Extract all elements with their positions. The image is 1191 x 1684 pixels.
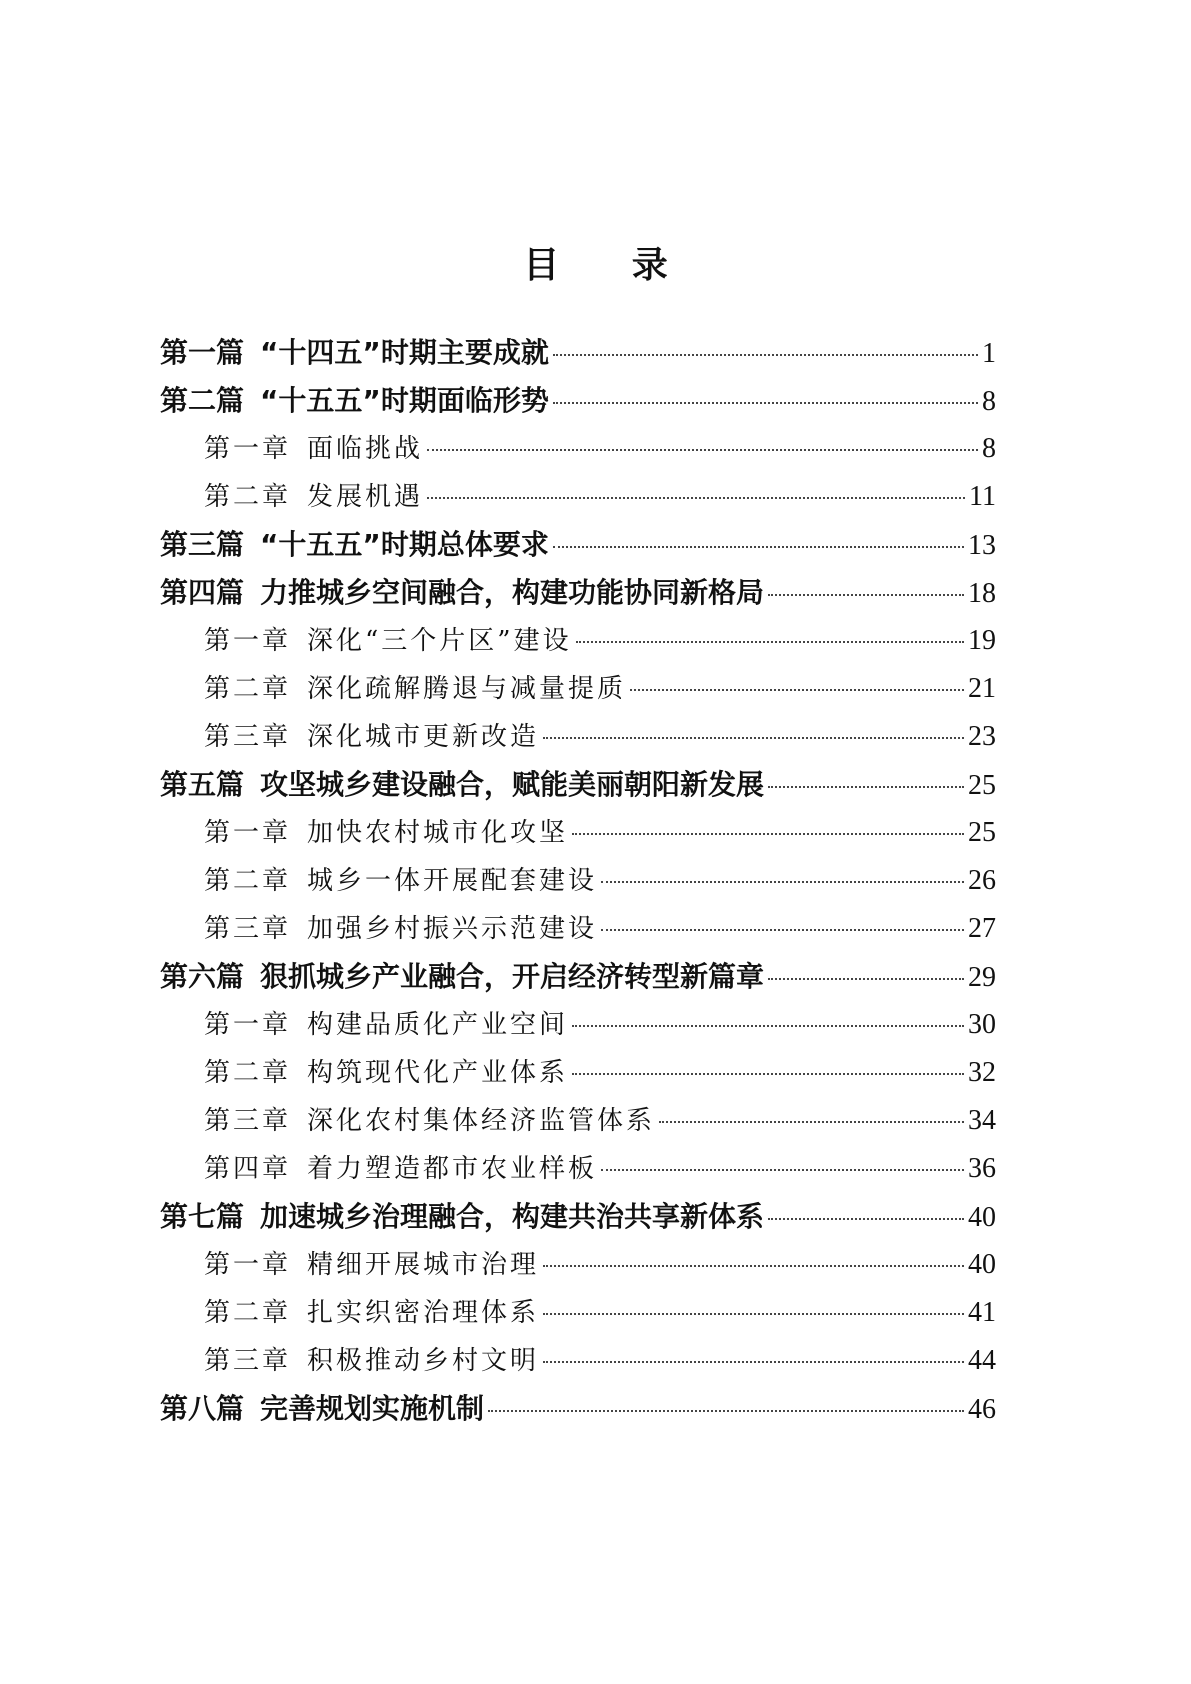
toc-entry-label: [204, 905, 597, 953]
toc-entry-label: [160, 377, 549, 425]
chapter-number: 第三章: [204, 722, 292, 752]
dot-leader: [553, 402, 978, 404]
chapter-title: 城乡一体开展配套建设: [307, 866, 598, 896]
chapter-title: 积极推动乡村文明: [307, 1346, 540, 1376]
dot-leader: [768, 978, 964, 980]
chapter-title: 加快农村城市化攻坚: [307, 818, 569, 848]
chapter-number: 第三章: [204, 914, 292, 944]
page-number: 40: [968, 1249, 996, 1280]
page-number: 18: [968, 578, 996, 609]
toc-entry-label: [204, 1049, 568, 1097]
chapter-number: 第一章: [204, 626, 292, 656]
chapter-title: 精细开展城市治理: [307, 1250, 540, 1280]
page-number: 34: [968, 1105, 996, 1136]
part-number: 第八篇: [160, 1392, 245, 1425]
page-title: 目 录: [523, 245, 698, 287]
toc-chapter-entry[interactable]: [160, 617, 996, 665]
toc-part-entry[interactable]: [160, 953, 996, 1001]
dot-leader: [543, 737, 964, 739]
dot-leader: [572, 1073, 964, 1075]
dot-leader: [601, 1169, 964, 1171]
toc-chapter-entry[interactable]: [160, 665, 996, 713]
page-number: 36: [968, 1153, 996, 1184]
chapter-title: 构筑现代化产业体系: [307, 1058, 569, 1088]
toc-entry-label: [204, 809, 568, 857]
chapter-number: 第二章: [204, 1298, 292, 1328]
part-number: 第三篇: [160, 528, 245, 561]
page-number: 23: [968, 721, 996, 752]
toc-entry-label: [204, 1001, 568, 1049]
toc-entry-label: [160, 761, 764, 809]
toc-chapter-entry[interactable]: [160, 905, 996, 953]
toc-entry-label: [204, 617, 572, 665]
part-title: 力推城乡空间融合，构建功能协同新格局: [260, 576, 765, 609]
page-number: 26: [968, 865, 996, 896]
toc-part-entry[interactable]: [160, 1385, 996, 1433]
toc-chapter-entry[interactable]: [160, 713, 996, 761]
part-title: “十五五”时期总体要求: [260, 528, 549, 561]
chapter-number: 第三章: [204, 1106, 292, 1136]
chapter-title: 扎实织密治理体系: [307, 1298, 540, 1328]
chapter-number: 第二章: [204, 482, 292, 512]
page-number: 25: [968, 817, 996, 848]
toc-chapter-entry[interactable]: [160, 857, 996, 905]
part-number: 第七篇: [160, 1200, 245, 1233]
page-number: 29: [968, 962, 996, 993]
chapter-number: 第二章: [204, 866, 292, 896]
page-number: 1: [982, 338, 996, 369]
toc-entry-label: [160, 521, 549, 569]
toc-entry-label: [160, 953, 764, 1001]
chapter-number: 第二章: [204, 1058, 292, 1088]
page-number: 44: [968, 1345, 996, 1376]
part-number: 第五篇: [160, 768, 245, 801]
chapter-title: 加强乡村振兴示范建设: [307, 914, 598, 944]
toc-chapter-entry[interactable]: [160, 809, 996, 857]
toc-chapter-entry[interactable]: [160, 473, 996, 521]
toc-chapter-entry[interactable]: [160, 1289, 996, 1337]
toc-chapter-entry[interactable]: [160, 1049, 996, 1097]
toc-chapter-entry[interactable]: [160, 1001, 996, 1049]
dot-leader: [630, 689, 964, 691]
toc-entry-label: [204, 473, 423, 521]
toc-entry-label: [204, 1241, 539, 1289]
chapter-title: 深化疏解腾退与减量提质: [307, 674, 627, 704]
chapter-number: 第三章: [204, 1346, 292, 1376]
dot-leader: [659, 1121, 964, 1123]
toc-entry-label: [204, 713, 539, 761]
toc-entry-label: [160, 569, 764, 617]
toc-part-entry[interactable]: [160, 1193, 996, 1241]
page-number: 41: [968, 1297, 996, 1328]
toc-part-entry[interactable]: [160, 521, 996, 569]
chapter-title: 深化农村集体经济监管体系: [307, 1106, 656, 1136]
page-number: 8: [982, 386, 996, 417]
dot-leader: [427, 449, 978, 451]
toc-entry-label: [160, 1193, 764, 1241]
chapter-number: 第二章: [204, 674, 292, 704]
part-title: “十五五”时期面临形势: [260, 384, 549, 417]
chapter-title: 深化城市更新改造: [307, 722, 540, 752]
chapter-number: 第一章: [204, 818, 292, 848]
part-number: 第二篇: [160, 384, 245, 417]
toc-entry-label: [204, 1097, 655, 1145]
part-title: “十四五”时期主要成就: [260, 336, 549, 369]
toc-entry-label: [204, 425, 423, 473]
toc-part-entry[interactable]: [160, 569, 996, 617]
dot-leader: [572, 833, 964, 835]
dot-leader: [572, 1025, 964, 1027]
dot-leader: [768, 786, 964, 788]
page-number: 8: [982, 433, 996, 464]
toc-entry-label: [160, 1385, 484, 1433]
toc-entry-label: [204, 1337, 539, 1385]
part-title: 加速城乡治理融合，构建共治共享新体系: [260, 1200, 765, 1233]
dot-leader: [543, 1313, 964, 1315]
dot-leader: [553, 354, 978, 356]
part-number: 第一篇: [160, 336, 245, 369]
page-number: 25: [968, 770, 996, 801]
dot-leader: [601, 929, 964, 931]
toc-chapter-entry[interactable]: [160, 1145, 996, 1193]
page-number: 13: [968, 530, 996, 561]
chapter-number: 第一章: [204, 1010, 292, 1040]
toc-entry-label: [160, 329, 549, 377]
dot-leader: [768, 594, 964, 596]
toc-entry-label: [204, 665, 626, 713]
page-number: 21: [968, 673, 996, 704]
toc-part-entry[interactable]: [160, 329, 996, 377]
chapter-number: 第四章: [204, 1154, 292, 1184]
part-number: 第四篇: [160, 576, 245, 609]
toc-part-entry[interactable]: [160, 377, 996, 425]
chapter-number: 第一章: [204, 434, 292, 464]
page-number: 30: [968, 1009, 996, 1040]
dot-leader: [553, 546, 964, 548]
dot-leader: [488, 1410, 964, 1412]
chapter-title: 深化“三个片区”建设: [307, 626, 572, 656]
chapter-number: 第一章: [204, 1250, 292, 1280]
toc-entry-label: [204, 1145, 597, 1193]
dot-leader: [601, 881, 964, 883]
part-number: 第六篇: [160, 960, 245, 993]
toc-entry-label: [204, 1289, 539, 1337]
part-title: 攻坚城乡建设融合，赋能美丽朝阳新发展: [260, 768, 765, 801]
toc-part-entry[interactable]: [160, 761, 996, 809]
toc-chapter-entry[interactable]: [160, 425, 996, 473]
page-number: 40: [968, 1202, 996, 1233]
chapter-title: 着力塑造都市农业样板: [307, 1154, 598, 1184]
dot-leader: [576, 641, 964, 643]
page-number: 27: [968, 913, 996, 944]
chapter-title: 面临挑战: [307, 434, 424, 464]
table-of-contents: [160, 329, 996, 1433]
chapter-title: 发展机遇: [307, 482, 424, 512]
page-number: 19: [968, 625, 996, 656]
part-title: 狠抓城乡产业融合，开启经济转型新篇章: [260, 960, 765, 993]
toc-chapter-entry[interactable]: [160, 1241, 996, 1289]
toc-entry-label: [204, 857, 597, 905]
dot-leader: [543, 1361, 964, 1363]
toc-chapter-entry[interactable]: [160, 1337, 996, 1385]
dot-leader: [427, 497, 965, 499]
page-number: 11: [969, 481, 996, 512]
page-number: 46: [968, 1394, 996, 1425]
toc-chapter-entry[interactable]: [160, 1097, 996, 1145]
page-number: 32: [968, 1057, 996, 1088]
dot-leader: [768, 1218, 964, 1220]
chapter-title: 构建品质化产业空间: [307, 1010, 569, 1040]
part-title: 完善规划实施机制: [260, 1392, 485, 1425]
dot-leader: [543, 1265, 964, 1267]
